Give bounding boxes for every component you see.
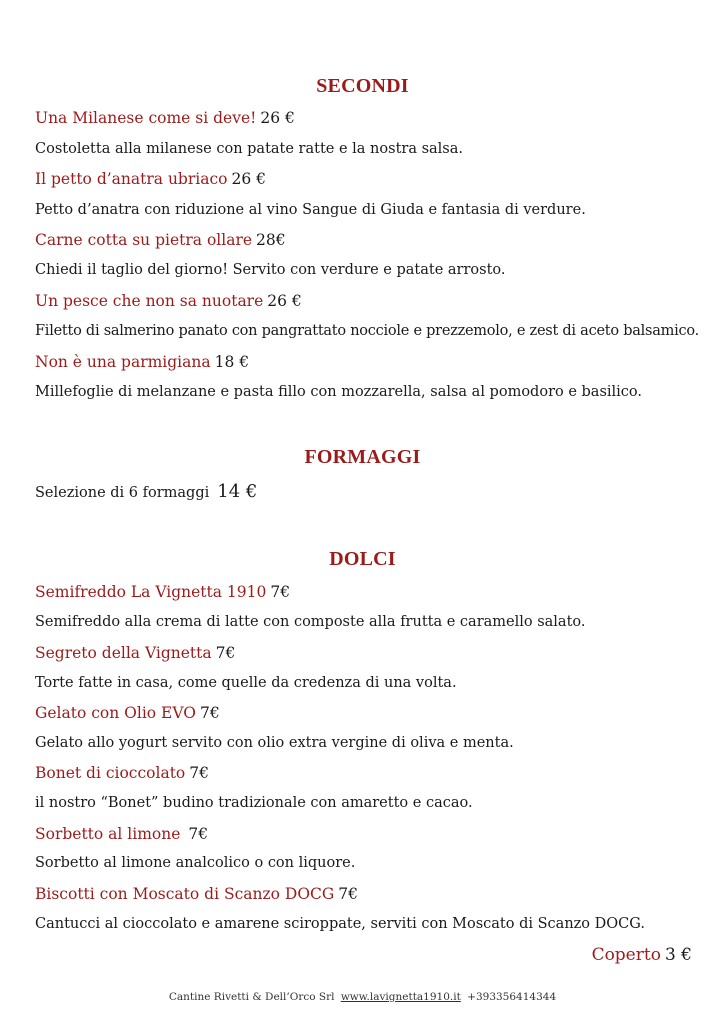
section-title-formaggi: FORMAGGI (304, 446, 421, 468)
dish-item (35, 704, 220, 722)
dish-price: 18 € (214, 353, 250, 371)
dish-description: Costoletta alla milanese con patate ratte e la nostra salsa. (35, 141, 463, 157)
dish-name: Una Milanese come si deve! (35, 109, 257, 127)
dish-item (35, 764, 209, 782)
dish-price: 7€ (188, 825, 209, 843)
formaggi-name: Selezione di 6 formaggi (35, 485, 210, 501)
formaggi-item (35, 481, 257, 502)
dish-item (35, 825, 208, 843)
dish-price: 7€ (338, 885, 359, 903)
dish-description: Chiedi il taglio del giorno! Servito con verdure e patate arrosto. (35, 262, 506, 278)
footer (0, 991, 725, 1003)
dish-name: Gelato con Olio EVO (35, 704, 196, 722)
dish-name: Biscotti con Moscato di Scanzo DOCG (35, 885, 335, 903)
dish-price: 7€ (189, 764, 209, 782)
dish-price: 7€ (200, 704, 220, 722)
dish-description: Petto d’anatra con riduzione al vino Sangue di Giuda e fantasia di verdure. (35, 202, 586, 218)
dish-price: 7€ (215, 644, 236, 662)
section-title-dolci: DOLCI (329, 548, 396, 570)
footer-phone: +393356414344 (467, 991, 557, 1003)
dish-price: 26 € (260, 109, 295, 127)
dish-name: Carne cotta su pietra ollare (35, 231, 253, 249)
dish-description: Sorbetto al limone analcolico o con liquore. (35, 855, 356, 871)
coperto-price: 3 € (664, 945, 692, 965)
dish-name: Semifreddo La Vignetta 1910 (35, 583, 267, 601)
dish-name: Bonet di cioccolato (35, 764, 186, 782)
footer-company: Cantine Rivetti & Dell’Orco Srl (168, 991, 335, 1003)
dish-price: 26 € (231, 170, 266, 188)
dish-price: 26 € (267, 292, 302, 310)
dish-item (35, 170, 266, 188)
section-title-secondi: SECONDI (316, 75, 409, 97)
dish-item (35, 231, 286, 249)
dish-item (35, 644, 235, 662)
footer-website-link[interactable]: www.lavignetta1910.it (340, 991, 461, 1003)
dish-item (35, 583, 290, 601)
coperto (592, 945, 692, 965)
dish-name: Segreto della Vignetta (35, 644, 212, 662)
dish-name: Un pesce che non sa nuotare (35, 292, 264, 310)
dish-name: Non è una parmigiana (35, 353, 211, 371)
dish-item (35, 885, 358, 903)
dish-price: 7€ (270, 583, 291, 601)
dish-name: Il petto d’anatra ubriaco (35, 170, 228, 188)
dish-description: Millefoglie di melanzane e pasta fillo con mozzarella, salsa al pomodoro e basilico. (35, 384, 643, 400)
dish-name: Sorbetto al limone (35, 825, 181, 843)
dish-item (35, 109, 295, 127)
dish-description: Torte fatte in casa, come quelle da credenza di una volta. (35, 675, 457, 691)
formaggi-price: 14 € (217, 481, 258, 502)
dish-description: Cantucci al cioccolato e amarene sciroppate, serviti con Moscato di Scanzo DOCG. (35, 916, 645, 932)
dish-description: Semifreddo alla crema di latte con composte alla frutta e caramello salato. (35, 614, 586, 630)
dish-item (35, 292, 302, 310)
dish-description: il nostro “Bonet” budino tradizionale con amaretto e cacao. (35, 795, 473, 811)
dish-description: Filetto di salmerino panato con pangrattato nocciole e prezzemolo, e zest di aceto balsamico. (35, 323, 699, 339)
dish-item (35, 353, 249, 371)
dish-price: 28€ (256, 231, 286, 249)
coperto-label: Coperto (591, 945, 661, 965)
dish-description: Gelato allo yogurt servito con olio extra vergine di oliva e menta. (35, 735, 514, 751)
